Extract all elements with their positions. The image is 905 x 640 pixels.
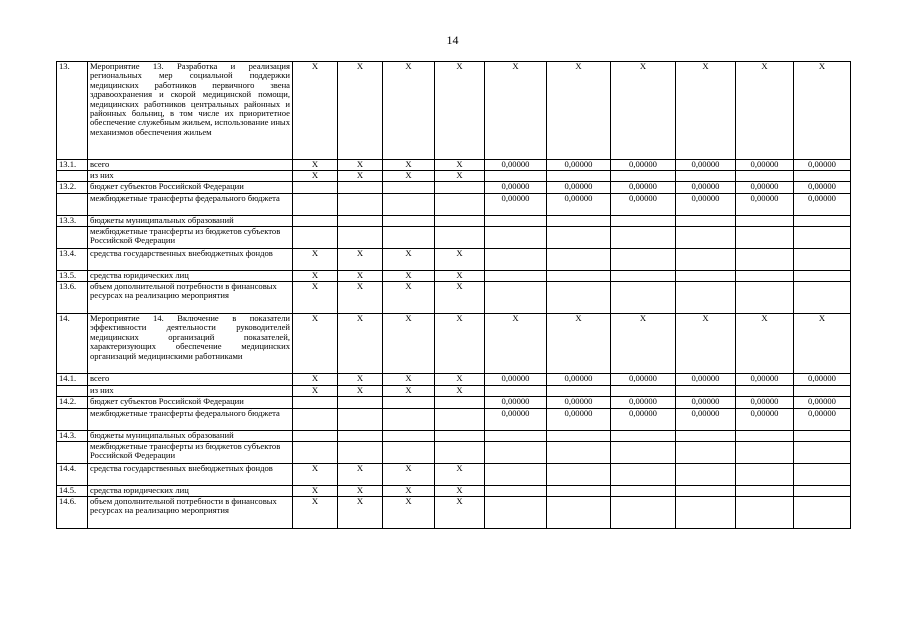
value-cell: 0,00000 bbox=[676, 374, 736, 386]
table-row bbox=[57, 397, 851, 409]
value-cell: 0,00000 bbox=[794, 160, 851, 171]
table-row bbox=[57, 62, 851, 160]
value-cell bbox=[383, 442, 435, 464]
value-cell: X bbox=[338, 374, 383, 386]
value-cell: 0,00000 bbox=[794, 194, 851, 216]
value-cell: X bbox=[338, 160, 383, 171]
value-cell bbox=[338, 442, 383, 464]
page-number: 14 bbox=[446, 33, 459, 47]
row-number: 13.4. bbox=[57, 249, 88, 271]
value-cell bbox=[676, 486, 736, 497]
value-cell: X bbox=[293, 282, 338, 314]
value-cell bbox=[611, 497, 676, 529]
value-cell bbox=[794, 497, 851, 529]
row-name: межбюджетные трансферты из бюджетов субъектов Российской Федерации bbox=[88, 227, 293, 249]
row-number: 14. bbox=[57, 314, 88, 374]
value-cell: 0,00000 bbox=[485, 409, 547, 431]
row-name: средства государственных внебюджетных фондов bbox=[88, 249, 293, 271]
row-number: 14.4. bbox=[57, 464, 88, 486]
value-cell: X bbox=[485, 62, 547, 160]
table-row bbox=[57, 486, 851, 497]
value-cell bbox=[736, 442, 794, 464]
table-row bbox=[57, 171, 851, 182]
value-cell: 0,00000 bbox=[676, 160, 736, 171]
row-name: бюджет субъектов Российской Федерации bbox=[88, 182, 293, 194]
row-name: всего bbox=[88, 160, 293, 171]
value-cell: X bbox=[293, 497, 338, 529]
value-cell bbox=[736, 386, 794, 397]
value-cell bbox=[338, 182, 383, 194]
value-cell bbox=[676, 464, 736, 486]
value-cell bbox=[293, 431, 338, 442]
value-cell: X bbox=[338, 464, 383, 486]
value-cell bbox=[794, 216, 851, 227]
value-cell bbox=[611, 486, 676, 497]
value-cell bbox=[485, 171, 547, 182]
value-cell bbox=[676, 227, 736, 249]
value-cell: X bbox=[338, 171, 383, 182]
value-cell bbox=[736, 171, 794, 182]
value-cell: X bbox=[611, 314, 676, 374]
table-body bbox=[57, 62, 851, 529]
value-cell: X bbox=[435, 171, 485, 182]
value-cell bbox=[547, 464, 611, 486]
value-cell: 0,00000 bbox=[485, 194, 547, 216]
value-cell: 0,00000 bbox=[794, 409, 851, 431]
value-cell bbox=[547, 282, 611, 314]
value-cell: X bbox=[435, 249, 485, 271]
row-number: 13.2. bbox=[57, 182, 88, 194]
value-cell: X bbox=[435, 374, 485, 386]
value-cell bbox=[383, 182, 435, 194]
value-cell: X bbox=[794, 314, 851, 374]
value-cell: X bbox=[338, 314, 383, 374]
value-cell: X bbox=[293, 62, 338, 160]
row-name: из них bbox=[88, 171, 293, 182]
value-cell bbox=[383, 431, 435, 442]
value-cell: X bbox=[435, 62, 485, 160]
row-number bbox=[57, 442, 88, 464]
value-cell bbox=[736, 282, 794, 314]
value-cell: 0,00000 bbox=[611, 409, 676, 431]
row-number bbox=[57, 386, 88, 397]
value-cell bbox=[485, 216, 547, 227]
table-row bbox=[57, 160, 851, 171]
row-number: 13. bbox=[57, 62, 88, 160]
value-cell bbox=[383, 397, 435, 409]
value-cell bbox=[794, 442, 851, 464]
table-row bbox=[57, 216, 851, 227]
value-cell bbox=[485, 386, 547, 397]
value-cell bbox=[676, 497, 736, 529]
row-name: средства юридических лиц bbox=[88, 271, 293, 282]
value-cell bbox=[736, 464, 794, 486]
value-cell: X bbox=[293, 314, 338, 374]
row-number bbox=[57, 171, 88, 182]
value-cell bbox=[736, 249, 794, 271]
value-cell bbox=[611, 442, 676, 464]
value-cell bbox=[611, 171, 676, 182]
row-name: средства юридических лиц bbox=[88, 486, 293, 497]
value-cell bbox=[338, 216, 383, 227]
value-cell: 0,00000 bbox=[547, 409, 611, 431]
value-cell: X bbox=[383, 282, 435, 314]
value-cell bbox=[736, 227, 794, 249]
value-cell: 0,00000 bbox=[547, 160, 611, 171]
value-cell: X bbox=[383, 464, 435, 486]
value-cell bbox=[736, 431, 794, 442]
value-cell: 0,00000 bbox=[736, 182, 794, 194]
value-cell bbox=[611, 431, 676, 442]
value-cell: 0,00000 bbox=[736, 374, 794, 386]
value-cell: X bbox=[676, 314, 736, 374]
row-number: 14.5. bbox=[57, 486, 88, 497]
value-cell: X bbox=[338, 497, 383, 529]
value-cell bbox=[676, 249, 736, 271]
table-row bbox=[57, 314, 851, 374]
value-cell: X bbox=[293, 171, 338, 182]
row-name: всего bbox=[88, 374, 293, 386]
row-number: 13.5. bbox=[57, 271, 88, 282]
row-name: из них bbox=[88, 386, 293, 397]
value-cell bbox=[611, 216, 676, 227]
value-cell bbox=[736, 497, 794, 529]
table-row bbox=[57, 374, 851, 386]
table-row bbox=[57, 431, 851, 442]
value-cell bbox=[547, 431, 611, 442]
row-name: средства государственных внебюджетных фондов bbox=[88, 464, 293, 486]
value-cell: X bbox=[338, 282, 383, 314]
value-cell: X bbox=[383, 249, 435, 271]
value-cell: X bbox=[676, 62, 736, 160]
value-cell bbox=[338, 397, 383, 409]
value-cell bbox=[611, 282, 676, 314]
value-cell: X bbox=[338, 386, 383, 397]
value-cell bbox=[435, 397, 485, 409]
value-cell bbox=[485, 227, 547, 249]
row-name: бюджеты муниципальных образований bbox=[88, 216, 293, 227]
value-cell bbox=[611, 386, 676, 397]
value-cell bbox=[794, 386, 851, 397]
measures-table bbox=[56, 61, 851, 529]
table-row bbox=[57, 409, 851, 431]
value-cell bbox=[676, 431, 736, 442]
value-cell: 0,00000 bbox=[676, 194, 736, 216]
value-cell bbox=[485, 464, 547, 486]
row-number bbox=[57, 227, 88, 249]
value-cell: X bbox=[547, 62, 611, 160]
value-cell: 0,00000 bbox=[485, 397, 547, 409]
table-row bbox=[57, 497, 851, 529]
row-name: объем дополнительной потребности в финансовых ресурсах на реализацию мероприятия bbox=[88, 282, 293, 314]
value-cell bbox=[547, 442, 611, 464]
value-cell: X bbox=[736, 314, 794, 374]
row-name: бюджет субъектов Российской Федерации bbox=[88, 397, 293, 409]
value-cell: 0,00000 bbox=[611, 397, 676, 409]
value-cell: 0,00000 bbox=[676, 182, 736, 194]
value-cell bbox=[293, 227, 338, 249]
row-name: межбюджетные трансферты федерального бюджета bbox=[88, 194, 293, 216]
value-cell: 0,00000 bbox=[611, 182, 676, 194]
value-cell bbox=[736, 216, 794, 227]
value-cell: X bbox=[435, 464, 485, 486]
value-cell bbox=[338, 227, 383, 249]
value-cell: X bbox=[435, 486, 485, 497]
value-cell bbox=[547, 249, 611, 271]
value-cell bbox=[485, 431, 547, 442]
value-cell bbox=[794, 486, 851, 497]
value-cell bbox=[611, 271, 676, 282]
value-cell bbox=[676, 216, 736, 227]
value-cell: X bbox=[611, 62, 676, 160]
value-cell bbox=[676, 171, 736, 182]
row-number: 13.3. bbox=[57, 216, 88, 227]
value-cell: X bbox=[293, 160, 338, 171]
value-cell: X bbox=[435, 160, 485, 171]
value-cell: X bbox=[383, 271, 435, 282]
value-cell bbox=[435, 431, 485, 442]
value-cell: X bbox=[435, 314, 485, 374]
value-cell: 0,00000 bbox=[485, 374, 547, 386]
value-cell: X bbox=[293, 464, 338, 486]
value-cell: X bbox=[293, 486, 338, 497]
value-cell bbox=[611, 249, 676, 271]
value-cell: X bbox=[794, 62, 851, 160]
value-cell bbox=[293, 442, 338, 464]
value-cell bbox=[611, 227, 676, 249]
value-cell: X bbox=[338, 249, 383, 271]
value-cell: X bbox=[383, 314, 435, 374]
value-cell bbox=[293, 194, 338, 216]
value-cell bbox=[293, 182, 338, 194]
value-cell: X bbox=[293, 271, 338, 282]
value-cell: X bbox=[383, 497, 435, 529]
row-number: 13.1. bbox=[57, 160, 88, 171]
value-cell bbox=[547, 386, 611, 397]
value-cell bbox=[435, 442, 485, 464]
value-cell bbox=[338, 431, 383, 442]
value-cell bbox=[794, 227, 851, 249]
table-row bbox=[57, 271, 851, 282]
value-cell bbox=[383, 194, 435, 216]
value-cell bbox=[676, 386, 736, 397]
value-cell bbox=[435, 194, 485, 216]
value-cell bbox=[794, 464, 851, 486]
value-cell bbox=[547, 497, 611, 529]
value-cell: 0,00000 bbox=[485, 182, 547, 194]
row-number bbox=[57, 194, 88, 216]
row-name: межбюджетные трансферты федерального бюджета bbox=[88, 409, 293, 431]
value-cell: 0,00000 bbox=[736, 194, 794, 216]
value-cell: X bbox=[293, 386, 338, 397]
row-name: бюджеты муниципальных образований bbox=[88, 431, 293, 442]
value-cell: X bbox=[383, 171, 435, 182]
value-cell: X bbox=[293, 374, 338, 386]
value-cell: X bbox=[383, 374, 435, 386]
value-cell: 0,00000 bbox=[736, 397, 794, 409]
row-name: межбюджетные трансферты из бюджетов субъектов Российской Федерации bbox=[88, 442, 293, 464]
value-cell bbox=[383, 227, 435, 249]
table-row bbox=[57, 182, 851, 194]
table-row bbox=[57, 442, 851, 464]
value-cell: X bbox=[435, 386, 485, 397]
table-row bbox=[57, 464, 851, 486]
row-name: Мероприятие 14. Включение в показатели эффективности деятельности руководителей медицинских организаций показателей, характеризующих обеспечение медицинских организаций медицинскими работниками bbox=[88, 314, 293, 374]
value-cell bbox=[338, 194, 383, 216]
value-cell bbox=[383, 409, 435, 431]
value-cell: X bbox=[547, 314, 611, 374]
row-number: 14.3. bbox=[57, 431, 88, 442]
row-number: 14.1. bbox=[57, 374, 88, 386]
value-cell bbox=[547, 227, 611, 249]
value-cell bbox=[485, 282, 547, 314]
value-cell bbox=[794, 431, 851, 442]
value-cell bbox=[794, 249, 851, 271]
value-cell bbox=[676, 282, 736, 314]
value-cell bbox=[794, 271, 851, 282]
value-cell bbox=[676, 442, 736, 464]
row-name: Мероприятие 13. Разработка и реализация региональных мер социальной поддержки медицинских работников первичного звена здравоохранения и скорой медицинской помощи, медицинских работников центральных районных и районных больниц, в том числе их приоритетное обеспечение служебным жильем, использование иных механизмов обеспечения жильем bbox=[88, 62, 293, 160]
value-cell: X bbox=[435, 497, 485, 529]
row-name: объем дополнительной потребности в финансовых ресурсах на реализацию мероприятия bbox=[88, 497, 293, 529]
value-cell bbox=[435, 216, 485, 227]
table-row bbox=[57, 386, 851, 397]
value-cell: X bbox=[485, 314, 547, 374]
value-cell: X bbox=[338, 62, 383, 160]
value-cell: 0,00000 bbox=[736, 409, 794, 431]
value-cell bbox=[383, 216, 435, 227]
value-cell bbox=[485, 442, 547, 464]
value-cell: 0,00000 bbox=[794, 374, 851, 386]
row-number: 14.6. bbox=[57, 497, 88, 529]
value-cell: 0,00000 bbox=[547, 194, 611, 216]
row-number: 14.2. bbox=[57, 397, 88, 409]
value-cell: X bbox=[736, 62, 794, 160]
value-cell: 0,00000 bbox=[611, 374, 676, 386]
value-cell bbox=[547, 271, 611, 282]
value-cell: 0,00000 bbox=[794, 182, 851, 194]
value-cell: 0,00000 bbox=[547, 182, 611, 194]
value-cell: 0,00000 bbox=[611, 194, 676, 216]
value-cell bbox=[485, 249, 547, 271]
value-cell: X bbox=[338, 486, 383, 497]
value-cell bbox=[736, 271, 794, 282]
value-cell: X bbox=[435, 282, 485, 314]
value-cell bbox=[547, 216, 611, 227]
table-row bbox=[57, 227, 851, 249]
value-cell: X bbox=[383, 62, 435, 160]
table-row bbox=[57, 194, 851, 216]
value-cell: X bbox=[435, 271, 485, 282]
value-cell: X bbox=[338, 271, 383, 282]
row-number bbox=[57, 409, 88, 431]
value-cell bbox=[338, 409, 383, 431]
value-cell bbox=[485, 497, 547, 529]
value-cell: 0,00000 bbox=[547, 374, 611, 386]
value-cell bbox=[736, 486, 794, 497]
value-cell bbox=[676, 271, 736, 282]
value-cell: X bbox=[383, 486, 435, 497]
table-row bbox=[57, 249, 851, 271]
value-cell: X bbox=[383, 160, 435, 171]
value-cell bbox=[435, 182, 485, 194]
value-cell: X bbox=[293, 249, 338, 271]
value-cell: 0,00000 bbox=[676, 397, 736, 409]
table-row bbox=[57, 282, 851, 314]
value-cell bbox=[547, 171, 611, 182]
value-cell: 0,00000 bbox=[485, 160, 547, 171]
value-cell bbox=[485, 486, 547, 497]
value-cell: 0,00000 bbox=[736, 160, 794, 171]
value-cell: 0,00000 bbox=[611, 160, 676, 171]
value-cell bbox=[293, 409, 338, 431]
value-cell bbox=[435, 409, 485, 431]
value-cell bbox=[611, 464, 676, 486]
value-cell bbox=[794, 282, 851, 314]
value-cell: 0,00000 bbox=[676, 409, 736, 431]
value-cell bbox=[794, 171, 851, 182]
value-cell: 0,00000 bbox=[547, 397, 611, 409]
value-cell: 0,00000 bbox=[794, 397, 851, 409]
value-cell bbox=[547, 486, 611, 497]
value-cell bbox=[293, 397, 338, 409]
value-cell bbox=[293, 216, 338, 227]
row-number: 13.6. bbox=[57, 282, 88, 314]
value-cell: X bbox=[383, 386, 435, 397]
value-cell bbox=[435, 227, 485, 249]
value-cell bbox=[485, 271, 547, 282]
